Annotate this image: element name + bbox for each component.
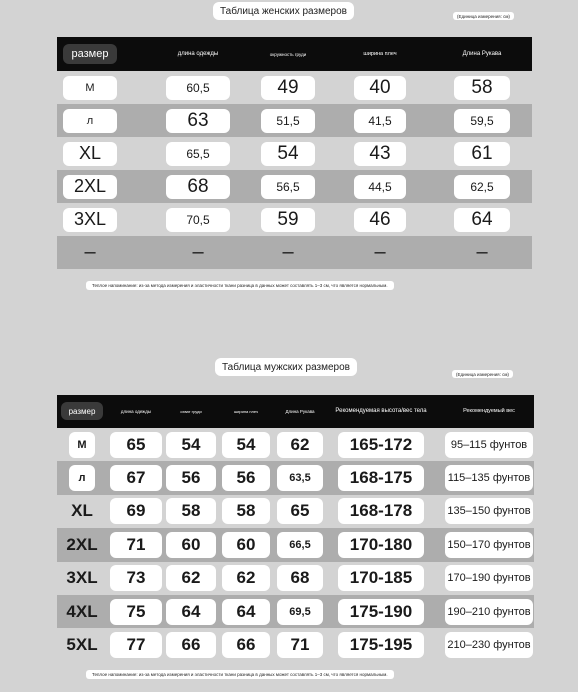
women-table-cell: –	[84, 241, 96, 263]
men-table-cell: 170-185	[338, 565, 424, 591]
women-table-cell: 63	[166, 109, 230, 133]
men-table-row	[57, 595, 534, 628]
men-table-row	[57, 461, 534, 494]
men-header-cell: размер	[61, 402, 103, 420]
women-table-row	[57, 203, 532, 236]
men-table-cell: 60	[166, 532, 216, 558]
men-table-row	[57, 495, 534, 528]
men-table-cell: 210–230 фунтов	[445, 632, 533, 658]
men-header-cell: Рекомендуемая высота/вес тела	[335, 408, 427, 414]
men-table-cell: 56	[166, 465, 216, 491]
men-table-cell: 4XL	[66, 601, 98, 621]
women-table-cell: л	[63, 109, 117, 133]
men-table-cell: 3XL	[66, 568, 98, 588]
women-table-row	[57, 71, 532, 104]
women-table-cell: 58	[454, 76, 510, 100]
men-table-cell: 175-190	[338, 599, 424, 625]
women-table-cell: 64	[454, 208, 510, 232]
men-table-cell: 115–135 фунтов	[445, 465, 533, 491]
women-header-cell: размер	[63, 44, 117, 64]
women-table-cell: 65,5	[166, 142, 230, 166]
women-header-cell: ширина плеч	[363, 51, 397, 57]
women-table-row	[57, 104, 532, 137]
women-table-cell: –	[282, 241, 294, 263]
men-table-cell: 165-172	[338, 432, 424, 458]
women-table-cell: 46	[354, 208, 406, 232]
men-table-cell: 64	[222, 599, 270, 625]
men-table-cell: 73	[110, 565, 162, 591]
men-table-cell: 65	[277, 498, 323, 524]
women-table-row	[57, 170, 532, 203]
women-table-cell: 49	[261, 76, 315, 100]
men-unit-note: (Единица измерения: см)	[452, 370, 513, 378]
men-table-cell: 54	[222, 432, 270, 458]
men-header-cell: Рекомендуемый вес	[463, 408, 515, 414]
women-table-cell: 59	[261, 208, 315, 232]
men-table-cell: 175-195	[338, 632, 424, 658]
women-table-row	[57, 137, 532, 170]
men-footnote: Теплое напоминание: из-за метода измерения и эластичности ткани разница в данных может составлять 1–3 см, что является нормальным.	[86, 670, 394, 679]
men-table-cell: 168-178	[338, 498, 424, 524]
men-table-cell: 71	[277, 632, 323, 658]
women-table-cell: 68	[166, 175, 230, 199]
women-table-cell: –	[192, 241, 204, 263]
women-table-cell: M	[63, 76, 117, 100]
women-table-cell: XL	[63, 142, 117, 166]
women-table-row	[57, 236, 532, 269]
men-table-cell: 64	[166, 599, 216, 625]
men-table-cell: 62	[166, 565, 216, 591]
men-table-cell: 66	[222, 632, 270, 658]
women-table-cell: 2XL	[63, 175, 117, 199]
women-table-cell: 62,5	[454, 175, 510, 199]
men-table-cell: л	[69, 465, 95, 491]
men-table-cell: 170–190 фунтов	[445, 565, 533, 591]
women-table-cell: –	[476, 241, 488, 263]
men-table-title: Таблица мужских размеров	[215, 358, 357, 376]
men-header-cell: длина одежды	[120, 408, 152, 414]
men-header-cell: Длина Рукава	[285, 408, 315, 414]
men-header-cell: охват груди	[180, 408, 202, 414]
women-table-cell: 59,5	[454, 109, 510, 133]
men-header-cell: ширина плеч	[233, 408, 259, 414]
women-size-table	[57, 37, 532, 267]
women-header-cell: Длина Рукава	[462, 51, 502, 57]
men-table-cell: 62	[277, 432, 323, 458]
men-table-cell: 69,5	[277, 599, 323, 625]
women-table-cell: 3XL	[63, 208, 117, 232]
men-table-cell: 66,5	[277, 532, 323, 558]
men-table-cell: 190–210 фунтов	[445, 599, 533, 625]
women-table-cell: 70,5	[166, 208, 230, 232]
men-table-cell: 2XL	[66, 534, 98, 554]
women-table-cell: 60,5	[166, 76, 230, 100]
men-table-cell: 75	[110, 599, 162, 625]
men-table-row	[57, 528, 534, 561]
women-table-cell: 54	[261, 142, 315, 166]
women-table-cell: 56,5	[261, 175, 315, 199]
men-table-cell: 67	[110, 465, 162, 491]
women-table-cell: 43	[354, 142, 406, 166]
men-size-table	[57, 395, 534, 662]
women-table-header	[57, 37, 532, 71]
men-table-cell: XL	[71, 501, 93, 521]
men-table-cell: M	[69, 432, 95, 458]
men-table-cell: 135–150 фунтов	[445, 498, 533, 524]
men-table-cell: 63,5	[277, 465, 323, 491]
men-table-cell: 65	[110, 432, 162, 458]
men-table-cell: 62	[222, 565, 270, 591]
women-table-cell: 61	[454, 142, 510, 166]
men-table-cell: 60	[222, 532, 270, 558]
men-table-cell: 168-175	[338, 465, 424, 491]
women-table-cell: –	[374, 241, 386, 263]
men-table-cell: 170-180	[338, 532, 424, 558]
women-header-cell: длина одежды	[177, 51, 219, 57]
women-table-cell: 51,5	[261, 109, 315, 133]
men-table-cell: 56	[222, 465, 270, 491]
men-table-row	[57, 562, 534, 595]
men-table-cell: 54	[166, 432, 216, 458]
men-table-row	[57, 428, 534, 461]
men-table-header	[57, 395, 534, 428]
men-table-cell: 77	[110, 632, 162, 658]
men-table-row	[57, 628, 534, 661]
women-footnote: Теплое напоминание: из-за метода измерения и эластичности ткани разница в данных может составлять 1–3 см, что является нормальным.	[86, 281, 394, 290]
men-table-cell: 66	[166, 632, 216, 658]
men-table-cell: 58	[222, 498, 270, 524]
men-table-cell: 69	[110, 498, 162, 524]
women-table-cell: 40	[354, 76, 406, 100]
women-table-cell: 41,5	[354, 109, 406, 133]
women-table-cell: 44,5	[354, 175, 406, 199]
men-table-cell: 95–115 фунтов	[445, 432, 533, 458]
men-table-cell: 5XL	[66, 635, 98, 655]
men-table-cell: 71	[110, 532, 162, 558]
men-table-cell: 58	[166, 498, 216, 524]
women-header-cell: окружность груди	[269, 51, 307, 57]
women-unit-note: (Единица измерения: см)	[453, 12, 514, 20]
men-table-cell: 150–170 фунтов	[445, 532, 533, 558]
women-table-title: Таблица женских размеров	[213, 2, 354, 20]
men-table-cell: 68	[277, 565, 323, 591]
